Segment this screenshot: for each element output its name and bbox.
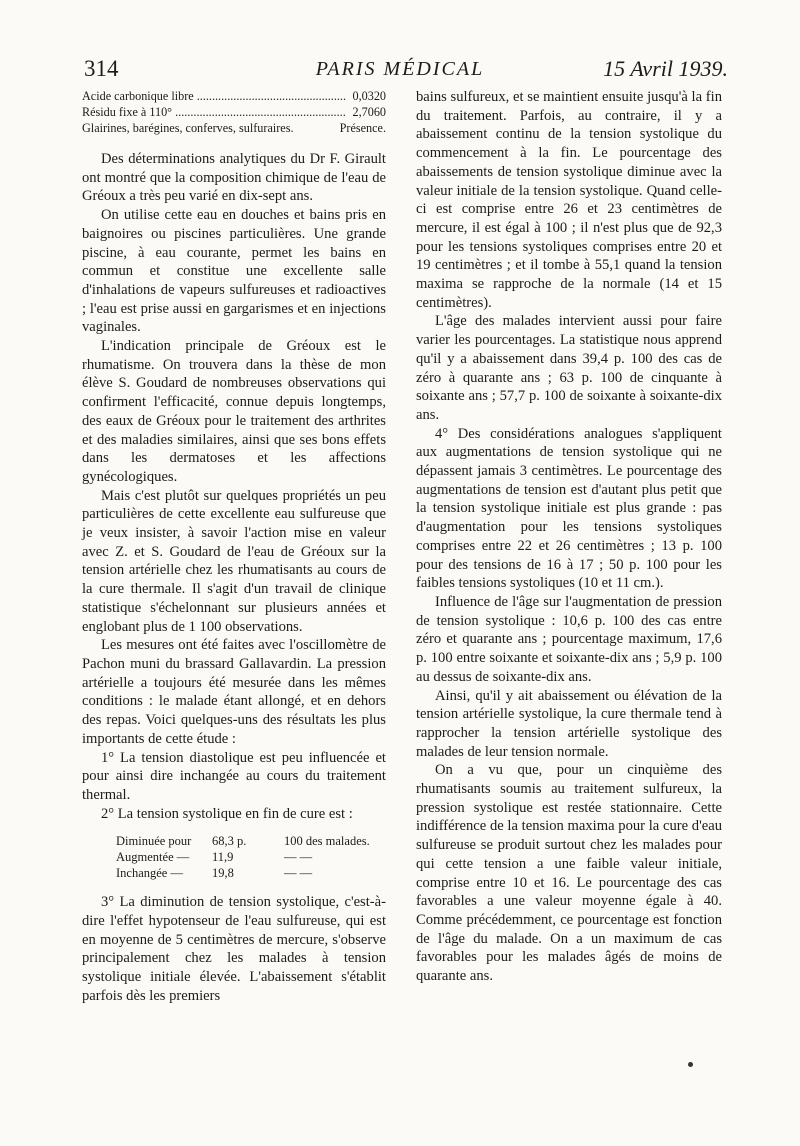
analysis-row [82,120,386,136]
paragraph: bains sulfureux, et se maintient ensuite jusqu'à la fin du traitement. Parfois, au contraire, il y a abaissement continu de la tension systolique du commencement à la fin. Le pourcentage des abaissements de tension systolique diminue avec la valeur initiale de la tension systolique. Quand celle-ci est comprise entre 26 et 23 centimètres de mercure, il est égal à 100 ; il n'est plus que de 92,3 pour les tensions systoliques comprises entre 20 et 19 centimètres ; et il tombe à 55,1 quand la tension maxima se rapproche de la normale (14 et 15 centimètres). [416,89,722,311]
analysis-value: 0,0320 [352,89,386,103]
issue-date: 15 Avril 1939. [603,56,728,81]
analysis-table [82,88,386,136]
ink-spot [688,1062,693,1067]
analysis-value: 2,7060 [352,105,386,119]
paragraph: Influence de l'âge sur l'augmentation de pression de tension systolique : 10,6 p. 100 des cas entre zéro et quarante ans ; pourcentage maximum, 17,6 p. 100 entre soixante et soixante-dix ans ; 5,9 p. 100 au dessus de soixante-dix ans. [416,593,722,685]
stats-value: 68,3 p. [212,834,247,849]
right-column [416,88,722,986]
stats-rest: 100 des malades. [284,834,370,849]
analysis-row [82,88,386,104]
journal-title: PARIS MÉDICAL [315,58,485,80]
paragraph: Mais c'est plutôt sur quelques propriétés un peu particulières de cette excellente eau sulfureuse que je veux insister, à savoir l'action mise en valeur avec Z. et S. Goudard de l'eau de Gréoux sur la tension artérielle chez les rhumatisants au cours de la cure thermale. Il s'agit d'un travail de clinique statistique s'échelonnant sur plusieurs années et englobant plus de 1 100 observations. [82,487,386,635]
paragraph: On a vu que, pour un cinquième des rhumatisants soumis au traitement sulfureux, la pression systolique est restée stationnaire. Cette indifférence de la tension maxima pour la cure d'eau sulfureuse se produit surtout chez les malades pour qui cette tension a une faible valeur initiale, comprise entre 10 et 16. Le pourcentage des cas favorables a une valeur moyenne égale à 40. Comme précédemment, ce pourcentage est fonction de l'âge du malade. On a un maximum de cas favorables pour les malades âgés de moins de quarante ans. [416,762,722,985]
paragraph: Ainsi, qu'il y ait abaissement ou élévation de la tension artérielle systolique, la cure thermale tend à rapprocher la tension artérielle systolique des malades de leur tension normale. [416,687,722,760]
analysis-label: Glairines, barégines, conferves, sulfuraires. [82,121,294,135]
stats-row [116,849,386,865]
paragraph: On utilise cette eau en douches et bains pris en baignoires ou piscines particulières. Une grande piscine, à eau courante, permet les bains en commun et constitue une excellente salle d'inhalations de vapeurs sulfureuses et radioactives ; l'eau est prise aussi en gargarismes et en injections vaginales. [82,207,386,336]
stats-row [116,865,386,881]
paragraph: L'indication principale de Gréoux est le rhumatisme. On trouvera dans la thèse de mon élève S. Goudard de nombreuses observations qui confirment l'efficacité, connue depuis longtemps, des eaux de Gréoux pour le traitement des arthrites et des maladies similaires, ainsi que ses bons effets dans les dermatoses et les affections gynécologiques. [82,338,386,485]
stats-value: 11,9 [212,850,234,865]
page-number: 314 [84,56,119,81]
paragraph: Des déterminations analytiques du Dr F. Girault ont montré que la composition chimique de l'eau de Gréoux a très peu varié en dix-sept ans. [82,151,386,205]
paragraph: Les mesures ont été faites avec l'oscillomètre de Pachon muni du brassard Gallavardin. La pression artérielle a toujours été mesurée dans les mêmes conditions : le malade étant allongé, et en dehors des repas. Voici quelques-uns des résultats les plus importants de cette étude : [82,637,386,747]
stats-label: Inchangée — [116,866,183,881]
paragraph: L'âge des malades intervient aussi pour faire varier les pourcentages. La statistique nous apprend qu'il y a abaissement dans 39,4 p. 100 des cas de zéro à quarante ans ; 63 p. 100 de cinquante à soixante ans ; 57,7 p. 100 de soixante à soixante-dix ans. [416,313,722,423]
stats-rest: — — [284,850,313,865]
analysis-label: Résidu fixe à 110° ..... [82,104,346,120]
paragraph: 2° La tension systolique en fin de cure est : [100,805,353,822]
paragraph: 4° Des considérations analogues s'appliquent aux augmentations de tension systolique qui ne dépassent jamais 3 centimètres. Le pourcentage des augmentations de tension est d'autant plus petit que la tension systolique initiale est plus grande : pas d'augmentation pour les tensions systoliques comprises entre 22 et 26 centimètres ; 13 p. 100 pour des tensions de 16 à 17 ; 50 p. 100 pour les faibles tensions systoliques (10 et 11 cm.). [416,425,722,592]
stats-label: Diminuée pour [116,834,192,849]
stats-row [116,833,386,849]
left-column [82,88,386,1006]
systolic-stats-table [116,833,386,881]
stats-rest: — — [284,866,313,881]
stats-label: Augmentée — [116,850,190,865]
paragraph: 1° La tension diastolique est peu influencée et pour ainsi dire inchangée au cours du traitement thermal. [82,749,386,803]
stats-value: 19,8 [212,866,234,881]
paragraph: 3° La diminution de tension systolique, c'est-à-dire l'effet hypotenseur de l'eau sulfureuse, qui est en moyenne de 5 centimètres de mercure, s'observe principalement chez les malades à tension systolique initiale élevée. L'abaissement s'établit parfois dès les premiers [82,894,386,1004]
analysis-value: Présence. [339,121,386,135]
analysis-row [82,104,386,120]
analysis-label: Acide carbonique libre ..... [82,88,346,104]
